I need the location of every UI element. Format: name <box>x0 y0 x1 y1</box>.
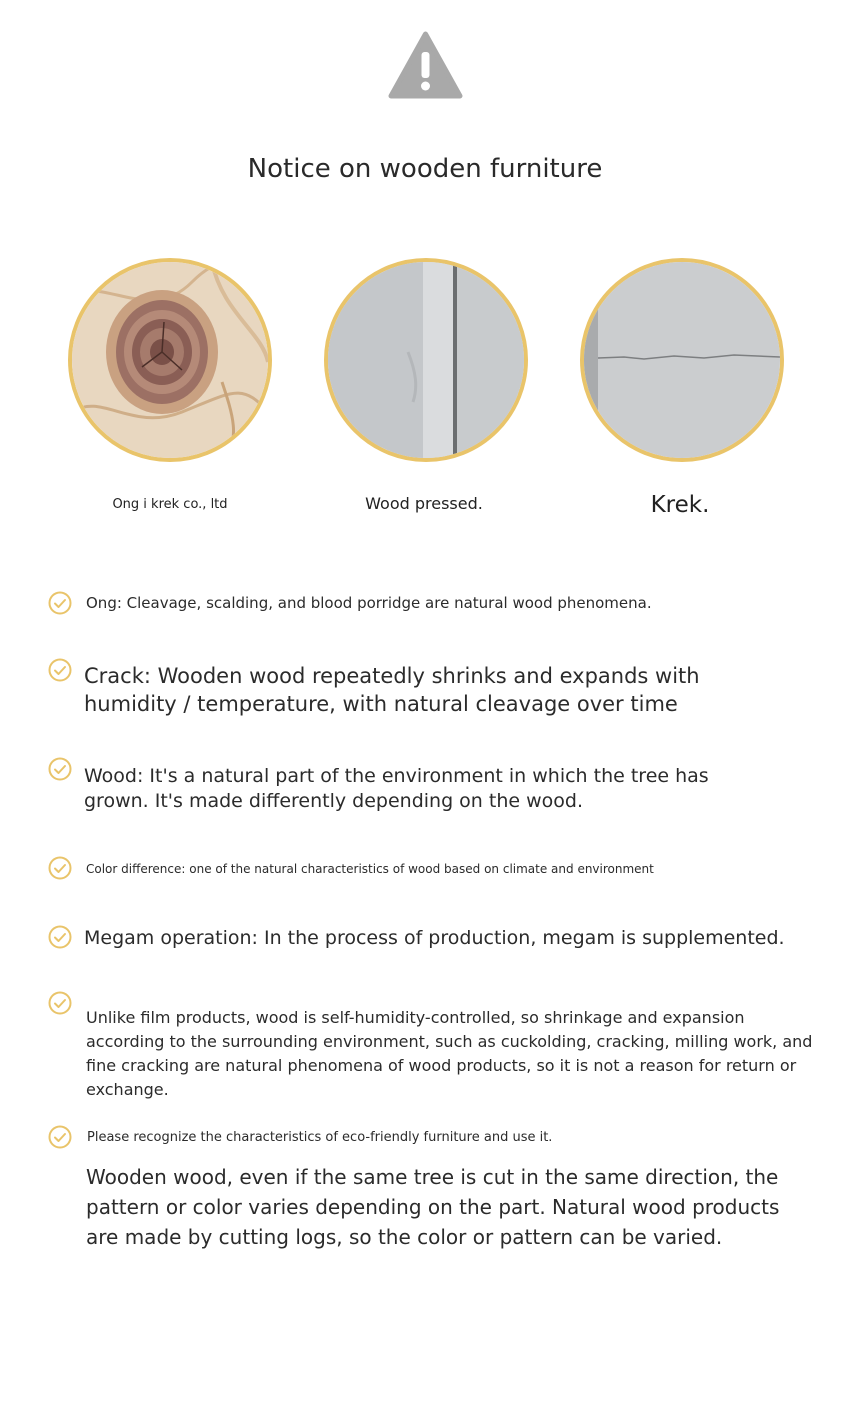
check-circle-icon <box>48 925 72 949</box>
caption-wood-knot: Ong i krek co., ltd <box>112 497 228 512</box>
note-eco-friendly-detail: Wooden wood, even if the same tree is cut in the same direction, the pattern or color varies depending on the part. Natural wood products are made by cutting logs, so the color or pattern can be varied. <box>86 1165 780 1249</box>
note-wood: Wood: It's a natural part of the environment in which the tree has grown. It's made differently depending on the wood. <box>84 765 709 812</box>
note-eco-friendly: Please recognize the characteristics of eco-friendly furniture and use it. <box>87 1130 553 1145</box>
crack-photo <box>580 258 784 462</box>
note-crack: Crack: Wooden wood repeatedly shrinks and expands with humidity / temperature, with natural cleavage over time <box>84 664 700 716</box>
pressed-wood-photo <box>324 258 528 462</box>
page-title: Notice on wooden furniture <box>247 154 603 184</box>
caption-crack: Krek. <box>650 492 710 518</box>
check-circle-icon <box>48 856 72 880</box>
warning-triangle-icon <box>388 30 463 100</box>
note-return-policy: Unlike film products, wood is self-humidity-controlled, so shrinkage and expansion according to the surrounding environment, such as cuckolding, cracking, milling work, and fine cracking are natural phenomena of wood products, so it is not a reason for return or exchange. <box>86 1008 813 1099</box>
note-ong: Ong: Cleavage, scalding, and blood porridge are natural wood phenomena. <box>86 594 652 612</box>
check-circle-icon <box>48 658 72 682</box>
caption-wood-pressed: Wood pressed. <box>365 494 483 513</box>
check-circle-icon <box>48 1125 72 1149</box>
check-circle-icon <box>48 591 72 615</box>
wood-knot-photo <box>68 258 272 462</box>
note-color-difference: Color difference: one of the natural characteristics of wood based on climate and environment <box>86 862 654 876</box>
check-circle-icon <box>48 757 72 781</box>
note-megam-operation: Megam operation: In the process of production, megam is supplemented. <box>84 927 785 949</box>
check-circle-icon <box>48 991 72 1015</box>
